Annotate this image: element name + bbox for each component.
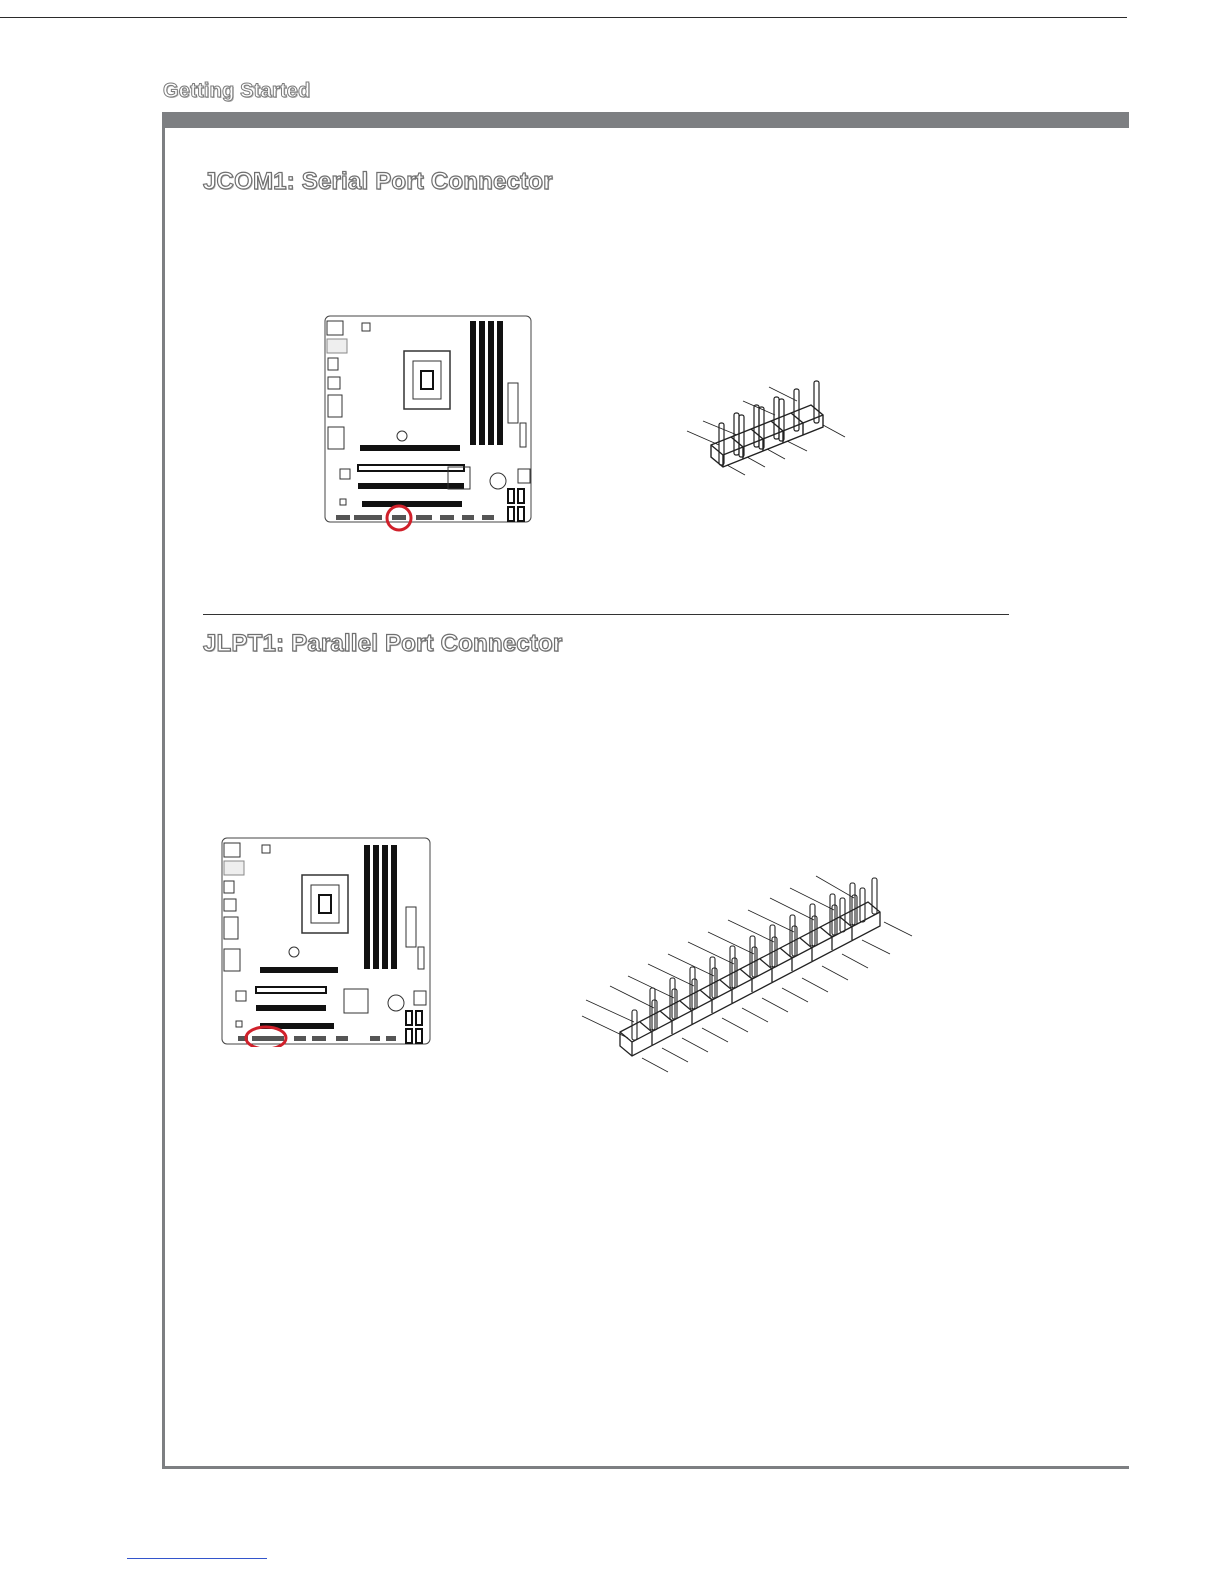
footer-link-underline: [127, 1558, 267, 1559]
running-head: Getting Started: [163, 80, 311, 102]
top-rule: [0, 17, 1127, 18]
pin-header-26-icon: [580, 870, 920, 1080]
pin-header-9-icon: [683, 375, 848, 487]
header-bar: [163, 112, 1129, 128]
section-divider: [203, 614, 1009, 615]
section-title-jlpt1: JLPT1: Parallel Port Connector: [203, 630, 563, 657]
motherboard-layout-icon: [322, 313, 534, 533]
section-title-jcom1: JCOM1: Serial Port Connector: [203, 168, 553, 195]
motherboard-layout-icon: [216, 835, 434, 1047]
bottom-rule: [162, 1466, 1129, 1469]
left-border: [162, 112, 165, 1469]
